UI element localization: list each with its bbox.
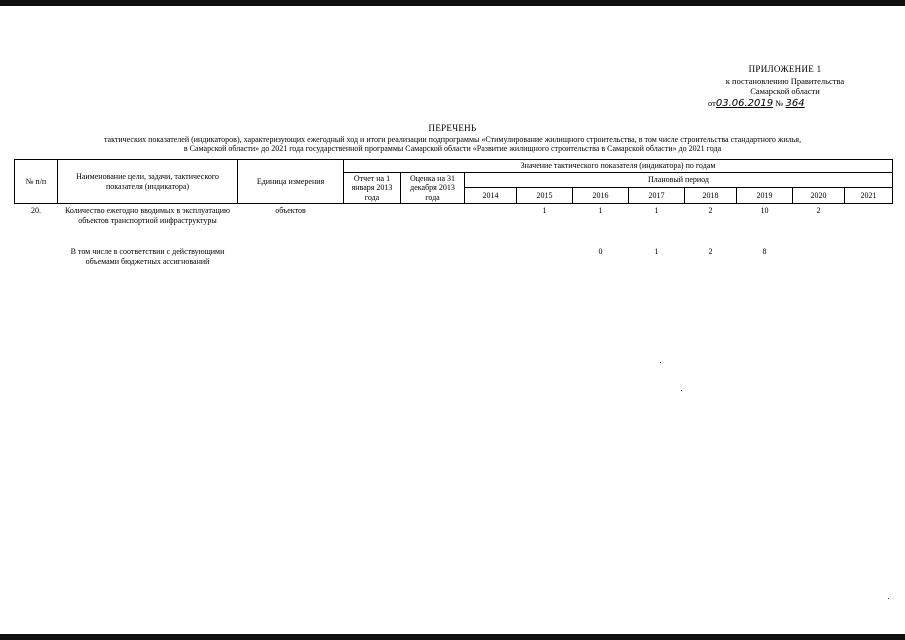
heading-line-1: тактических показателей (индикаторов), характеризующих ежегодный ход и итоги реализации подпрограммы «Стимулирование жилищного строительства, в том числе строительства стандартного жилья, <box>103 134 802 144</box>
number-prefix: № <box>775 98 784 108</box>
header-year: 2019 <box>737 188 793 204</box>
row-value-2014 <box>465 245 517 268</box>
appendix-line-2: Самарской области <box>750 86 820 96</box>
row-value-2021 <box>845 245 893 268</box>
appendix-signature-line <box>690 98 880 109</box>
row-value-2017: 1 <box>654 247 659 256</box>
scan-speck <box>888 598 889 599</box>
header-report: Отчет на 1 января 2013 года <box>344 172 401 204</box>
indicators-table <box>14 159 893 268</box>
row-report <box>344 245 401 268</box>
appendix-line-1: к постановлению Правительства <box>725 76 845 86</box>
row-value-2018: 2 <box>708 206 713 215</box>
row-name: В том числе в соответствии с действующими объемами бюджетных ассигнований <box>70 247 225 266</box>
header-row-1 <box>15 160 893 173</box>
top-edge-rule <box>0 0 905 6</box>
handwritten-number: 364 <box>785 98 805 109</box>
handwritten-date: 03.06.2019 <box>715 98 774 109</box>
document-heading <box>20 124 885 154</box>
row-value-2019: 8 <box>762 247 767 256</box>
appendix-block <box>690 64 880 109</box>
row-num: 20. <box>31 206 41 215</box>
header-year: 2017 <box>629 188 685 204</box>
row-unit: объектов <box>275 206 306 215</box>
heading-title: ПЕРЕЧЕНЬ <box>428 123 477 133</box>
header-name: Наименование цели, задачи, тактического показателя (индикатора) <box>58 160 238 204</box>
header-unit: Единица измерения <box>238 160 344 204</box>
header-values-group: Значение тактического показателя (индикатора) по годам <box>344 160 893 173</box>
scan-speck <box>681 390 682 391</box>
row-value-2016: 0 <box>598 247 603 256</box>
appendix-title: ПРИЛОЖЕНИЕ 1 <box>748 64 822 74</box>
table-row <box>15 245 893 268</box>
row-name: Количество ежегодно вводимых в эксплуатацию объектов транспортной инфраструктуры <box>64 206 231 225</box>
row-num <box>15 245 58 268</box>
header-year: 2021 <box>845 188 893 204</box>
header-year: 2020 <box>793 188 845 204</box>
header-estimate: Оценка на 31 декабря 2013 года <box>401 172 465 204</box>
date-prefix: от <box>708 98 716 108</box>
row-estimate <box>401 204 465 228</box>
row-value-2021 <box>845 204 893 228</box>
row-spacer <box>15 227 893 245</box>
row-unit <box>238 245 344 268</box>
scan-speck <box>660 362 661 363</box>
table-row <box>15 204 893 228</box>
header-planned-period: Плановый период <box>465 172 893 188</box>
row-value-2015: 1 <box>542 206 547 215</box>
row-value-2019: 10 <box>760 206 769 215</box>
row-value-2020: 2 <box>816 206 821 215</box>
bottom-edge-rule <box>0 634 905 640</box>
row-estimate <box>401 245 465 268</box>
row-value-2017: 1 <box>654 206 659 215</box>
header-year: 2018 <box>685 188 737 204</box>
row-value-2015 <box>517 245 573 268</box>
row-value-2014 <box>465 204 517 228</box>
header-year: 2015 <box>517 188 573 204</box>
row-value-2018: 2 <box>708 247 713 256</box>
row-value-2020 <box>793 245 845 268</box>
header-year: 2014 <box>465 188 517 204</box>
header-year: 2016 <box>573 188 629 204</box>
header-num: № п/п <box>15 160 58 204</box>
row-value-2016: 1 <box>598 206 603 215</box>
heading-line-2: в Самарской области» до 2021 года государственной программы Самарской области «Развитие жилищного строительства в Самарской области» до 2021 года <box>183 144 722 153</box>
row-report <box>344 204 401 228</box>
